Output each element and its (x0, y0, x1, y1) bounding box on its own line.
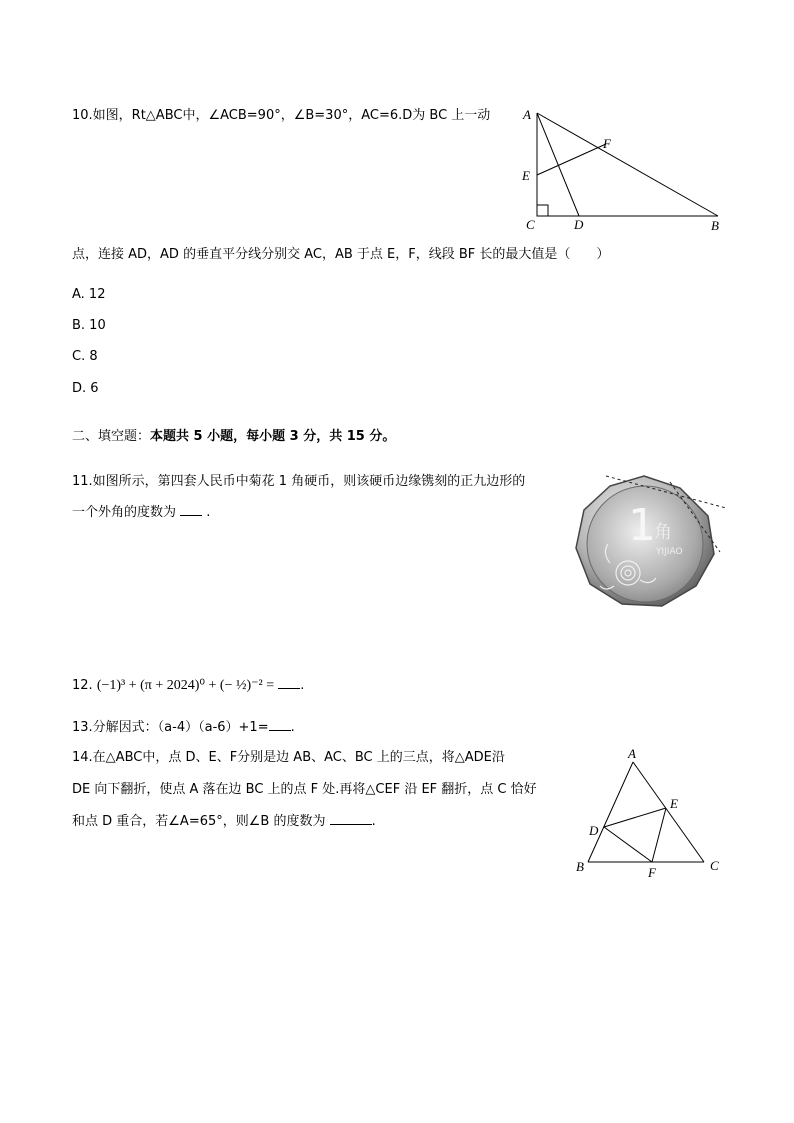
q11-line2-text: 一个外角的度数为 (72, 505, 177, 520)
coin-digit: 1 (628, 500, 656, 551)
q10-option-b: B. 10 (72, 318, 106, 333)
q14-label-f: F (648, 865, 656, 880)
q14-label-c: C (710, 858, 719, 873)
q10-label-c: C (526, 217, 535, 232)
section2-header (72, 425, 395, 444)
q10-line1: 10.如图，Rt△ABC中，∠ACB=90°，∠B=30°，AC=6.D为 BC 上一动 (72, 108, 491, 123)
q14-label-a: A (628, 746, 636, 761)
coin-text: YIJIAO (656, 547, 683, 557)
q11-answer-blank (180, 503, 202, 516)
q14-triangle-figure (570, 744, 730, 880)
q12-expression: (−1)³ + (π + 2024)⁰ + (− ½)⁻² = (96, 678, 275, 693)
q14-line2: DE 向下翻折，使点 A 落在边 BC 上的点 F 处.再将△CEF 沿 EF 翻折，点 C 恰好 (72, 782, 537, 797)
coin-figure (570, 468, 728, 620)
q10-label-d: D (574, 217, 584, 232)
q10-line2: 点，连接 AD，AD 的垂直平分线分别交 AC，AB 于点 E，F，线段 BF 长的最大值是（ ） (72, 247, 610, 262)
q14-line1: 14.在△ABC中，点 D、E、F分别是边 AB、AC、BC 上的三点，将△ADE沿 (72, 750, 505, 765)
q10-option-d: D. 6 (72, 381, 99, 396)
q12-number: 12. (72, 678, 93, 693)
section2-prefix: 二、填空题： (72, 429, 151, 444)
q10-triangle-figure (518, 104, 728, 236)
q14-line3-end: . (371, 814, 376, 829)
q13-text: 13.分解因式：（a-4）（a-6）+1= (72, 720, 269, 735)
q11-line2-end: . (206, 505, 211, 520)
q13-answer-blank (269, 718, 291, 731)
q14-answer-blank (330, 812, 372, 825)
q14-label-e: E (670, 796, 678, 811)
q13-line (72, 716, 295, 735)
q14-line3 (72, 810, 376, 829)
q12-answer-blank (278, 676, 300, 689)
q10-label-e: E (522, 168, 530, 183)
q14-label-d: D (589, 823, 599, 838)
q10-option-a: A. 12 (72, 287, 106, 302)
q11-line1: 11.如图所示，第四套人民币中菊花 1 角硬币，则该硬币边缘镌刻的正九边形的 (72, 474, 526, 489)
q12-end: . (300, 678, 305, 693)
q14-line3-text: 和点 D 重合，若∠A=65°，则∠B 的度数为 (72, 814, 326, 829)
q10-label-b: B (711, 218, 719, 233)
q10-label-f: F (603, 136, 611, 151)
q10-label-a: A (523, 107, 531, 122)
q10-option-c: C. 8 (72, 349, 98, 364)
section2-body: 本题共 5 小题，每小题 3 分，共 15 分。 (150, 429, 396, 444)
q12-line (72, 676, 304, 694)
coin-char: 角 (654, 522, 672, 543)
q14-label-b: B (576, 859, 584, 874)
q11-line2 (72, 501, 210, 520)
q13-end: . (290, 720, 295, 735)
